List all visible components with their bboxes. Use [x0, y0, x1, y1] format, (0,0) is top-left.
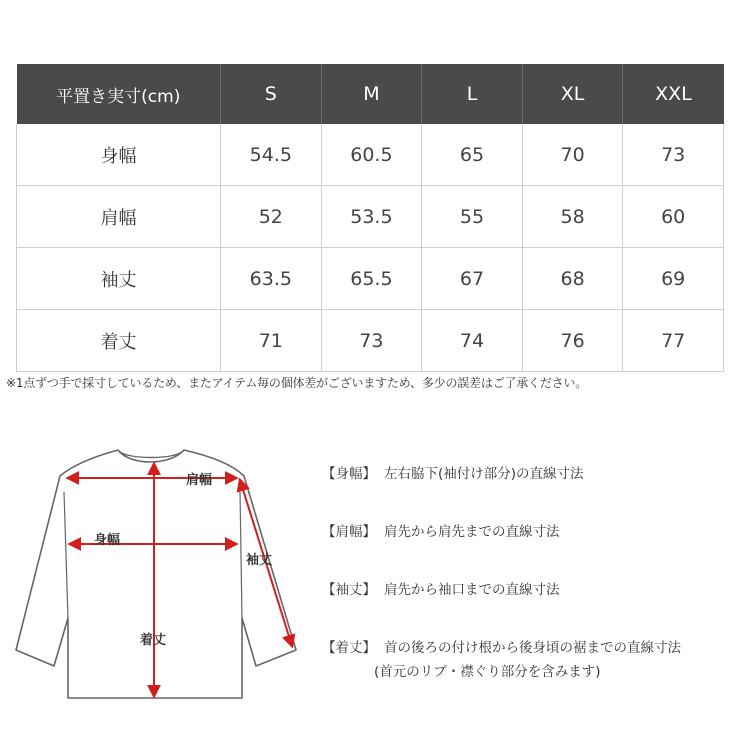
legend-item-shoulder [322, 520, 560, 540]
table-row [17, 248, 724, 310]
table-cell: 74 [422, 310, 523, 372]
legend-label: 【袖丈】 [322, 582, 376, 598]
size-header-row [17, 64, 724, 124]
size-header-l: L [422, 64, 523, 124]
table-cell: 69 [623, 248, 724, 310]
size-header-xxl: XXL [623, 64, 724, 124]
table-row [17, 310, 724, 372]
row-label: 着丈 [17, 310, 221, 372]
legend-subtext: (首元のリブ・襟ぐり部分を含みます) [374, 664, 601, 680]
table-cell: 73 [321, 310, 422, 372]
table-cell: 68 [522, 248, 623, 310]
table-cell: 77 [623, 310, 724, 372]
table-cell: 73 [623, 124, 724, 186]
table-cell: 55 [422, 186, 523, 248]
row-label: 袖丈 [17, 248, 221, 310]
row-label: 身幅 [17, 124, 221, 186]
table-cell: 52 [221, 186, 322, 248]
size-header-xl: XL [522, 64, 623, 124]
table-cell: 63.5 [221, 248, 322, 310]
table-cell: 54.5 [221, 124, 322, 186]
legend-label: 【着丈】 [322, 640, 376, 656]
size-table [16, 64, 724, 372]
table-cell: 67 [422, 248, 523, 310]
table-cell: 58 [522, 186, 623, 248]
legend-item-sleeve [322, 578, 560, 598]
size-header-s: S [221, 64, 322, 124]
body-width-label: 身幅 [94, 533, 121, 548]
legend-item-body-width [322, 462, 584, 482]
legend-text: 肩先から肩先までの直線寸法 [384, 524, 560, 540]
table-row [17, 186, 724, 248]
legend-label: 【身幅】 [322, 466, 376, 482]
table-cell: 65 [422, 124, 523, 186]
table-cell: 76 [522, 310, 623, 372]
shoulder-label: 肩幅 [186, 473, 213, 488]
measurement-note: ※1点ずつ手で採寸しているため、またアイテム毎の個体差がございますため、多少の誤差はご了承ください。 [6, 376, 588, 390]
table-cell: 65.5 [321, 248, 422, 310]
table-cell: 60.5 [321, 124, 422, 186]
tshirt-outline-icon [16, 450, 296, 698]
row-label: 肩幅 [17, 186, 221, 248]
table-row [17, 124, 724, 186]
header-label: 平置き実寸(cm) [17, 64, 221, 124]
table-cell: 70 [522, 124, 623, 186]
size-header-m: M [321, 64, 422, 124]
legend-text: 肩先から袖口までの直線寸法 [384, 582, 560, 598]
table-cell: 71 [221, 310, 322, 372]
length-label: 着丈 [140, 633, 167, 648]
table-cell: 53.5 [321, 186, 422, 248]
legend-text: 左右脇下(袖付け部分)の直線寸法 [384, 466, 584, 482]
table-cell: 60 [623, 186, 724, 248]
legend-text: 首の後ろの付け根から後身頃の裾までの直線寸法 [384, 640, 681, 656]
sleeve-label: 袖丈 [246, 553, 273, 568]
legend-item-length [322, 636, 681, 680]
garment-diagram [0, 440, 320, 740]
legend-label: 【肩幅】 [322, 524, 376, 540]
